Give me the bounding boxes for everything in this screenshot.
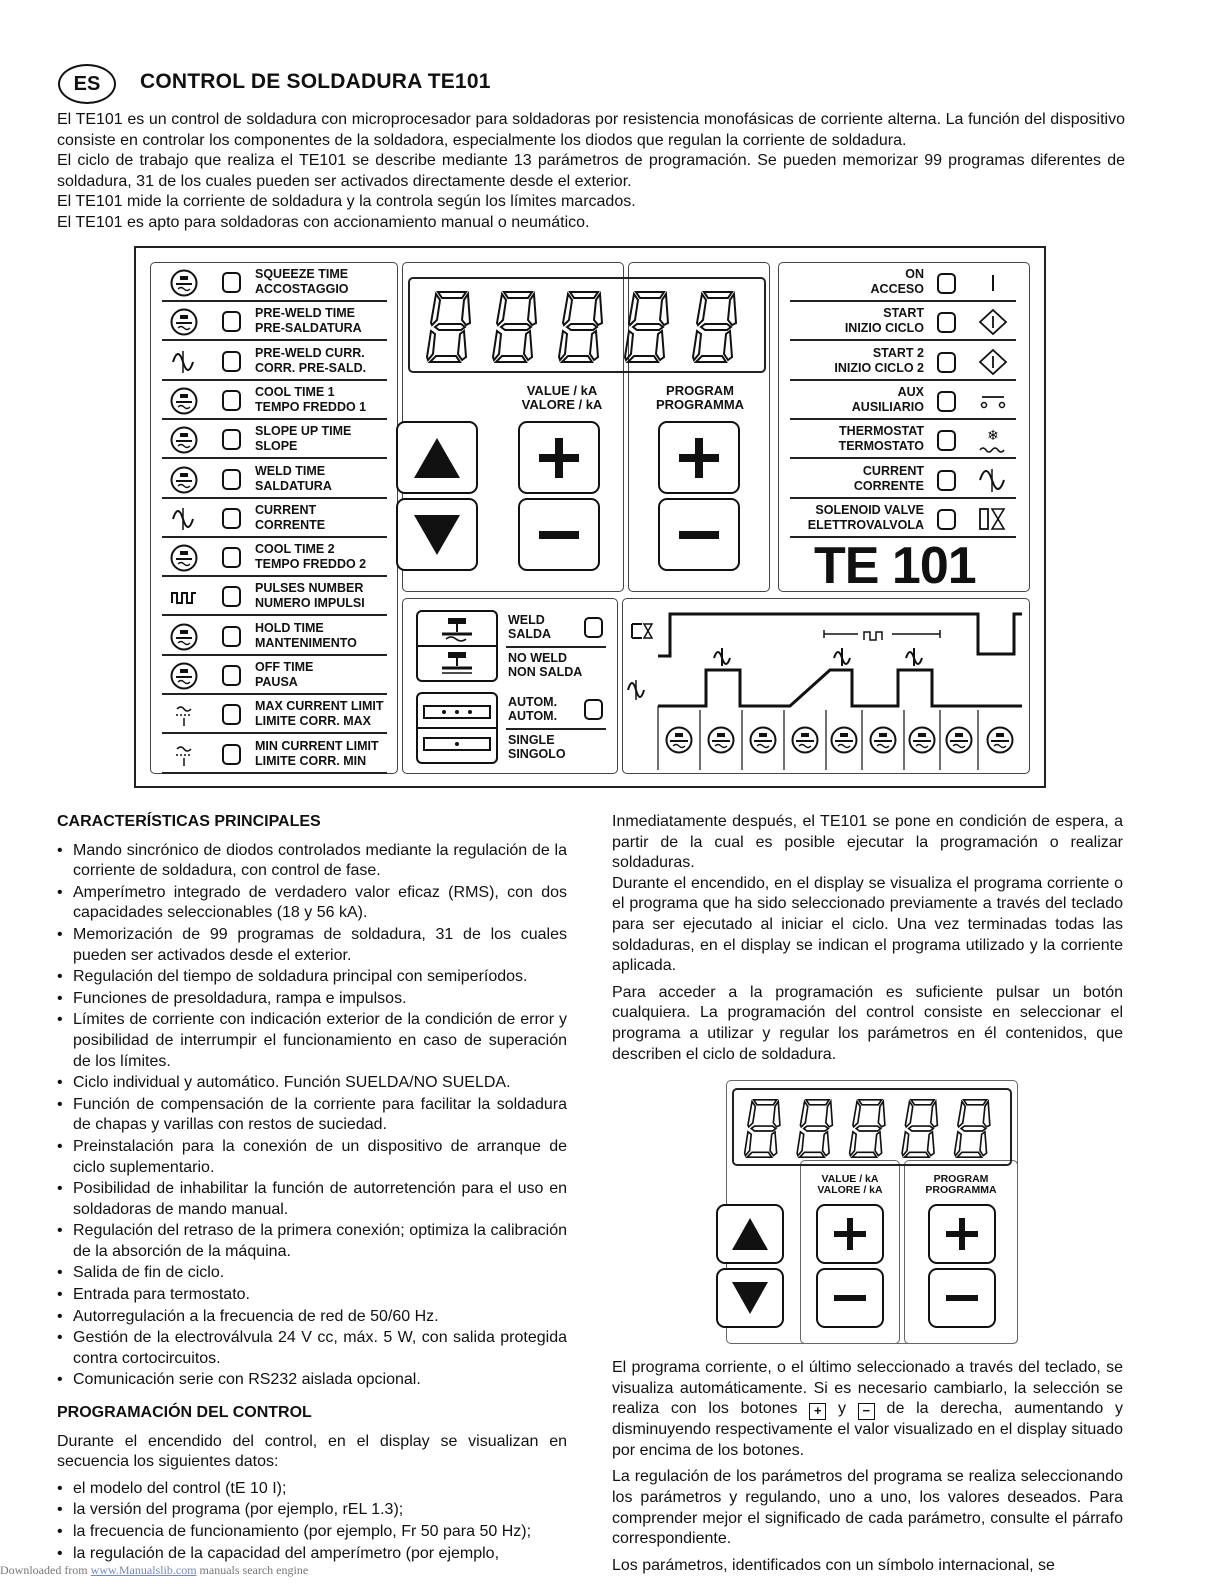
status-led <box>937 273 956 294</box>
parameter-row <box>162 265 387 302</box>
feature-item: • Entrada para termostato. <box>73 1285 567 1306</box>
left-column <box>57 812 567 1565</box>
down-button[interactable] <box>396 498 478 571</box>
parameter-led <box>222 311 241 332</box>
cool-icon <box>170 544 198 572</box>
feature-item: • Mando sincrónico de diodos controlados mediante la regulación de la corriente de soldadura, con control de fase. <box>73 841 567 882</box>
status-label: CURRENT CORRENTE <box>853 463 924 493</box>
parameter-label: SQUEEZE TIME ACCOSTAGGIO <box>255 267 349 296</box>
intro-text <box>57 110 1125 234</box>
single-label: SINGLE SINGOLO <box>508 733 566 761</box>
plus-icon <box>677 436 721 480</box>
hold-icon <box>910 728 935 753</box>
parameter-row <box>162 697 387 734</box>
program-plus-button[interactable] <box>658 421 740 494</box>
parameter-led <box>222 744 241 765</box>
squeeze-icon <box>667 728 692 753</box>
paragraph: Durante el encendido, en el display se visualiza el programa corriente o el programa que ha sido seleccionado previamente a través del teclado para ser ejecutado al iniciar el ciclo. Una vez terminadas todas las soldaduras, en el display se indican el programa utilizado y la corriente aplicada. <box>612 874 1123 975</box>
figure-up-button[interactable] <box>716 1204 784 1264</box>
feature-item: • Regulación del retraso de la primera conexión; optimiza la calibración de la absorción de la máquina. <box>73 1221 567 1262</box>
parameter-label: HOLD TIME MANTENIMENTO <box>255 620 357 650</box>
status-row <box>790 501 1016 538</box>
off-time-icon <box>988 728 1013 753</box>
startup-item: • el modelo del control (tE 10 I); <box>73 1479 567 1500</box>
weld-icon <box>947 728 972 753</box>
feature-item: • Regulación del tiempo de soldadura principal con semiperíodos. <box>73 967 567 988</box>
parameter-row <box>162 658 387 695</box>
feature-item: • Función de compensación de la corriente para facilitar la soldadura de chapas y varillas con restos de suciedad. <box>73 1095 567 1136</box>
pulses-icon <box>864 632 882 640</box>
value-minus-button[interactable] <box>518 498 600 571</box>
paragraph: Para acceder a la programación es suficiente pulsar un botón cualquiera. La programación del control consiste en seleccionar el programa a utilizar y regular los parámetros en él contenidos, que describen el ciclo de soldadura. <box>612 983 1123 1063</box>
down-arrow-icon <box>730 1280 770 1316</box>
minus-icon <box>677 513 721 557</box>
status-label: ON ACCESO <box>870 267 924 296</box>
right-column-lower <box>612 1358 1123 1582</box>
program-minus-button[interactable] <box>658 498 740 571</box>
figure-display <box>732 1088 1012 1166</box>
power-icon <box>976 269 1010 297</box>
autom-label: AUTOM. AUTOM. <box>508 695 558 723</box>
parameter-row <box>162 422 387 459</box>
parameter-label: COOL TIME 1 TEMPO FREDDO 1 <box>255 384 367 414</box>
pre-weld-icon <box>709 728 734 753</box>
parameter-label: PRE-WELD TIME PRE-SALDATURA <box>255 306 362 336</box>
paragraph: Durante el encendido del control, en el display se visualizan en secuencia los siguientes datos: <box>57 1432 567 1471</box>
parameter-led <box>222 390 241 411</box>
parameter-row <box>162 344 387 381</box>
solenoid-icon <box>632 624 652 638</box>
startup-item: • la frecuencia de funcionamiento (por ejemplo, Fr 50 para 50 Hz); <box>73 1522 567 1543</box>
solenoid-icon <box>976 505 1010 533</box>
intro-paragraph: El TE101 mide la corriente de soldadura y la controla según los límites marcados. <box>57 193 636 211</box>
startup-list <box>57 1479 567 1564</box>
value-plus-button[interactable] <box>518 421 600 494</box>
status-row <box>790 304 1016 341</box>
status-row <box>790 422 1016 459</box>
figure-program-plus-button[interactable] <box>928 1204 996 1264</box>
parameter-led <box>222 547 241 568</box>
weld-noweld-icon <box>418 612 496 680</box>
parameter-row <box>162 383 387 420</box>
parameter-label: PULSES NUMBER NUMERO IMPULSI <box>255 581 365 611</box>
status-row <box>790 462 1016 499</box>
weld-icon <box>832 728 857 753</box>
feature-item: • Gestión de la electroválvula 24 V cc, máx. 5 W, con salida protegida contra cortocircuitos. <box>73 1328 567 1369</box>
parameter-led <box>222 429 241 450</box>
current-wave-icon <box>170 505 198 533</box>
feature-item: • Memorización de 99 programas de soldadura, 31 de los cuales pueden ser activados desde el exterior. <box>73 925 567 966</box>
paragraph: Los parámetros, identificados con un símbolo internacional, se <box>612 1556 1055 1574</box>
svg-text:❄: ❄ <box>987 428 999 445</box>
slope-icon <box>170 426 198 454</box>
squeeze-icon <box>170 269 198 297</box>
weld-icon <box>170 466 198 494</box>
pulses-icon <box>170 583 198 611</box>
status-row <box>790 383 1016 420</box>
status-row <box>790 265 1016 302</box>
parameter-led <box>222 508 241 529</box>
parameter-label: MIN CURRENT LIMIT LIMITE CORR. MIN <box>255 738 379 768</box>
feature-item: • Preinstalación para la conexión de un dispositivo de arranque de ciclo suplementario. <box>73 1137 567 1178</box>
parameter-row <box>162 540 387 577</box>
figure-program-minus-button[interactable] <box>928 1268 996 1328</box>
status-label: SOLENOID VALVE ELETTROVALVOLA <box>807 502 924 532</box>
value-label: VALUE / kA VALORE / kA <box>817 1173 883 1196</box>
hold-icon <box>170 623 198 651</box>
weld-label: WELD SALDA <box>508 613 552 641</box>
up-arrow-icon <box>412 436 462 480</box>
current-wave-icon <box>628 680 644 700</box>
cool-icon <box>170 387 198 415</box>
off-time-icon <box>170 662 198 690</box>
cool-icon <box>871 728 896 753</box>
features-list <box>57 841 567 1391</box>
section-heading: PROGRAMACIÓN DEL CONTROL <box>57 1404 312 1422</box>
value-label: VALUE / kA VALORE / kA <box>521 383 603 412</box>
slope-icon <box>793 728 818 753</box>
minus-key-icon: − <box>858 1403 875 1420</box>
figure-value-minus-button[interactable] <box>816 1268 884 1328</box>
start-icon <box>976 308 1010 336</box>
cool-icon <box>751 728 776 753</box>
status-label: START INIZIO CICLO <box>844 306 924 336</box>
language-badge: ES <box>58 64 116 104</box>
parameter-row <box>162 462 387 499</box>
parameter-led <box>222 586 241 607</box>
pre-weld-icon <box>170 308 198 336</box>
mode-divider <box>506 646 606 648</box>
main-display <box>408 277 766 373</box>
min-limit-icon <box>170 741 198 769</box>
parameter-label: OFF TIME PAUSA <box>255 660 314 689</box>
parameter-row <box>162 501 387 538</box>
down-arrow-icon <box>412 513 462 557</box>
status-label: START 2 INIZIO CICLO 2 <box>834 345 924 375</box>
parameter-row <box>162 619 387 656</box>
plus-key-icon: + <box>809 1403 826 1420</box>
parameter-led <box>222 626 241 647</box>
status-led <box>937 509 956 530</box>
max-limit-icon <box>170 701 198 729</box>
page-title: CONTROL DE SOLDADURA TE101 <box>140 70 491 93</box>
download-footer: Downloaded from www.Manualslib.com manuals search engine <box>0 1563 309 1577</box>
parameter-label: SLOPE UP TIME SLOPE <box>255 424 352 454</box>
welding-cycle-diagram <box>622 598 1030 774</box>
seven-segment-digits <box>410 279 768 375</box>
parameter-led <box>222 351 241 372</box>
program-label: PROGRAM PROGRAMMA <box>925 1173 997 1196</box>
model-name: TE 101 <box>814 537 976 595</box>
no-weld-label: NO WELD NON SALDA <box>508 651 583 679</box>
startup-item: • la regulación de la capacidad del amperímetro (por ejemplo, <box>73 1544 567 1565</box>
paragraph: Inmediatamente después, el TE101 se pone en condición de espera, a partir de la cual es posible ejecutar la programación o realizar soldaduras. <box>612 813 1123 872</box>
intro-paragraph: El TE101 es apto para soldadoras con accionamiento manual o neumático. <box>57 213 590 231</box>
program-label: PROGRAM PROGRAMMA <box>655 383 745 412</box>
autom-single-icon <box>418 694 496 762</box>
feature-item: • Ciclo individual y automático. Función SUELDA/NO SUELDA. <box>73 1073 567 1094</box>
status-label: AUX AUSILIARIO <box>851 384 924 414</box>
status-led <box>937 352 956 373</box>
feature-item: • Salida de fin de ciclo. <box>73 1263 567 1284</box>
feature-item: • Amperímetro integrado de verdadero valor eficaz (RMS), con dos capacidades seleccionables (18 y 56 kA). <box>73 883 567 924</box>
status-led <box>937 312 956 333</box>
parameter-row <box>162 737 387 774</box>
feature-item: • Límites de corriente con indicación exterior de la condición de error y posibilidad de interrumpir el funcionamiento en caso de superación de los límites. <box>73 1010 567 1072</box>
parameter-led <box>222 272 241 293</box>
parameter-led <box>222 704 241 725</box>
plus-icon <box>537 436 581 480</box>
plus-icon <box>944 1216 980 1252</box>
status-label: THERMOSTAT TERMOSTATO <box>838 424 924 454</box>
current-wave-icon <box>170 348 198 376</box>
parameter-led <box>222 469 241 490</box>
plus-icon <box>832 1216 868 1252</box>
startup-item: • la versión del programa (por ejemplo, rEL 1.3); <box>73 1500 567 1521</box>
feature-item: • Posibilidad de inhabilitar la función de autorretención para el uso en soldadoras de mando manual. <box>73 1179 567 1220</box>
parameter-row <box>162 579 387 616</box>
feature-item: • Autorregulación a la frecuencia de red de 50/60 Hz. <box>73 1307 567 1328</box>
feature-item: • Funciones de presoldadura, rampa e impulsos. <box>73 989 567 1010</box>
manualslib-link[interactable]: www.Manualslib.com <box>90 1563 197 1577</box>
minus-icon <box>944 1280 980 1316</box>
paragraph: La regulación de los parámetros del programa se realiza seleccionando los parámetros y regulando, uno a uno, los valores deseados. Para comprender mejor el significado de cada parámetro, consulte el párrafo correspondiente. <box>612 1468 1123 1548</box>
parameter-label: COOL TIME 2 TEMPO FREDDO 2 <box>255 542 367 572</box>
autom-led <box>584 699 603 720</box>
mode-divider <box>506 728 606 730</box>
parameter-led <box>222 665 241 686</box>
parameter-label: WELD TIME SALDATURA <box>255 463 332 493</box>
figure-value-plus-button[interactable] <box>816 1204 884 1264</box>
current-wave-icon <box>976 466 1010 494</box>
parameter-label: MAX CURRENT LIMIT LIMITE CORR. MAX <box>255 699 384 729</box>
status-row <box>790 344 1016 381</box>
thermostat-icon <box>976 426 1010 454</box>
seven-segment-digits <box>734 1090 1014 1168</box>
autom-mode-button[interactable] <box>416 692 498 764</box>
minus-icon <box>537 513 581 557</box>
minus-icon <box>832 1280 868 1316</box>
figure-down-button[interactable] <box>716 1268 784 1328</box>
status-led <box>937 470 956 491</box>
intro-paragraph: El ciclo de trabajo que realiza el TE101 se describe mediante 13 parámetros de programación. Se pueden memorizar 99 programas diferentes de soldadura, 31 de los cuales pueden ser activados directamente desde el exterior. <box>57 152 1125 190</box>
intro-paragraph: El TE101 es un control de soldadura con microprocesador para soldadoras por resistencia monofásicas de corriente alterna. La función del dispositivo consiste en controlar los componentes de la soldadora, especialmente los diodos que regulan la corriente de soldadura. <box>57 111 1125 149</box>
section-heading: CARACTERÍSTICAS PRINCIPALES <box>57 813 321 830</box>
parameter-row <box>162 304 387 341</box>
status-led <box>937 391 956 412</box>
weld-led <box>584 617 603 638</box>
status-led <box>937 430 956 451</box>
up-button[interactable] <box>396 421 478 494</box>
parameter-label: PRE-WELD CURR. CORR. PRE-SALD. <box>255 345 367 375</box>
weld-mode-button[interactable] <box>416 610 498 682</box>
aux-icon <box>976 387 1010 415</box>
up-arrow-icon <box>730 1216 770 1252</box>
parameter-label: CURRENT CORRENTE <box>255 502 326 532</box>
start2-icon <box>976 348 1010 376</box>
right-column <box>612 812 1123 1071</box>
feature-item: • Comunicación serie con RS232 aislada opcional. <box>73 1370 567 1391</box>
paragraph: El programa corriente, o el último seleccionado a través del teclado, se visualiza automáticamente. Si es necesario cambiarlo, la selección se realiza con los botones + y − de la derecha, aumentando y disminuyendo respectivamente el valor visualizado en el display situado por encima de los botones. <box>612 1359 1123 1459</box>
